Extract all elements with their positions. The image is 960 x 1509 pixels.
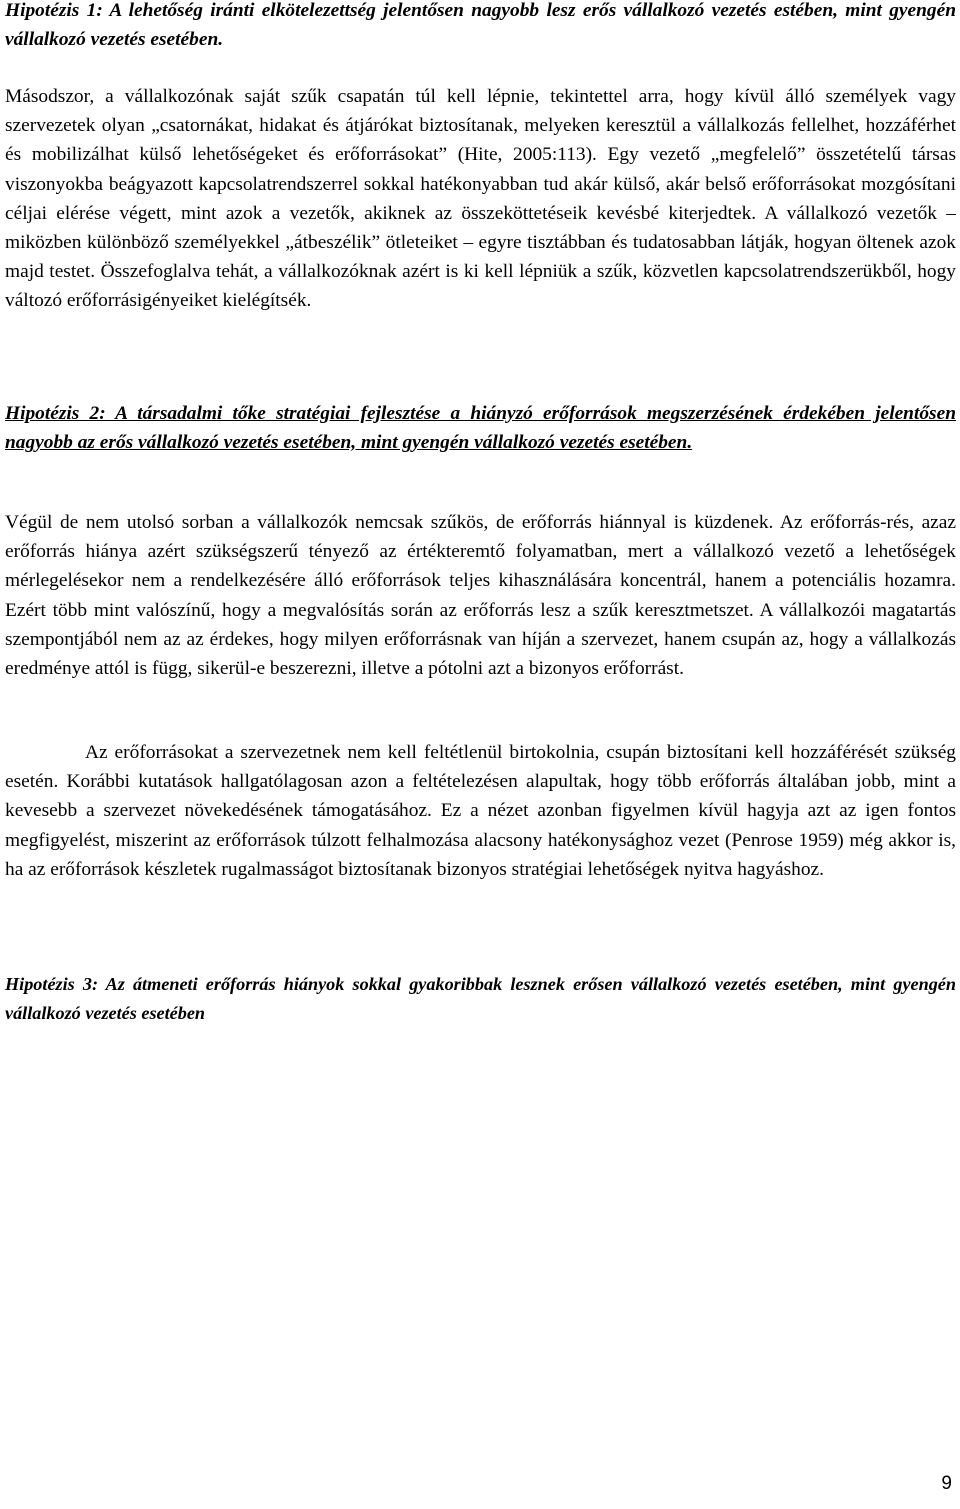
hypothesis-3: Hipotézis 3: Az átmeneti erőforrás hiányok sokkal gyakoribbak lesznek erősen vállalkozó vezetés esetében, mint gyengén vállalkozó vezetés esetében <box>5 974 956 1024</box>
hypothesis-1: Hipotézis 1: A lehetőség iránti elkötelezettség jelentősen nagyobb lesz erős vállalkozó vezetés estében, mint gyengén vállalkozó vezetés esetében. <box>5 0 956 51</box>
paragraph-resource-access: Az erőforrásokat a szervezetnek nem kell feltétlenül birtokolnia, csupán biztosítani kell hozzáférését szükség esetén. Korábbi kutatások hallgatólagosan azon a feltételezésen alapultak, hogy több erőforrás általában jobb, mint a kevesebb a szervezet növekedésének támogatásához. Ez a nézet azonban figyelmen kívül hagyja azt az igen fontos megfigyelést, miszerint az erőforrások túlzott felhalmozása alacsony hatékonysághoz vezet (Penrose 1959) még akkor is, ha az erőforrások készletek rugalmasságot biztosítanak bizonyos stratégiai lehetőségek nyitva hagyáshoz. <box>5 742 956 880</box>
hypothesis-2: Hipotézis 2: A társadalmi tőke stratégiai fejlesztése a hiányzó erőforrások megszerzésének érdekében jelentősen nagyobb az erős vállalkozó vezetés esetében, mint gyengén vállalkozó vezetés esetében. <box>5 403 956 454</box>
paragraph-resource-gap: Végül de nem utolsó sorban a vállalkozók nemcsak szűkös, de erőforrás hiánnyal is küzdenek. Az erőforrás-rés, azaz erőforrás hiánya azért szükségszerű tényező az értékteremtő folyamatban, mert a vállalkozó vezető a lehetőségek mérlegelésekor nem a rendelkezésére álló erőforrások teljes kihasználására koncentrál, hanem a potenciális hozamra. Ezért több mint valószínű, hogy a megvalósítás során az erőforrás lesz a szűk keresztmetszet. A vállalkozói magatartás szempontjából nem az az érdekes, hogy milyen erőforrásnak van híján a szervezet, hanem csupán az, hogy a vállalkozás eredménye attól is függ, sikerül-e beszerezni, illetve a pótolni azt a bizonyos erőforrást. <box>5 512 956 680</box>
paragraph-networks: Másodszor, a vállalkozónak saját szűk csapatán túl kell lépnie, tekintettel arra, hogy kívül álló személyek vagy szervezetek olyan „csatornákat, hidakat és átjárókat biztosítanak, melyeken keresztül a vállalkozás fellelhet, hozzáférhet és mobilizálhat külső lehetőségeket és erőforrásokat” (Hite, 2005:113). Egy vezető „megfelelő” összetételű társas viszonyokba beágyazott kapcsolatrendszerrel sokkal hatékonyabban tud akár külső, akár belső erőforrásokat mozgósítani céljai elérése végett, mint azok a vezetők, akiknek az összeköttetéseik kevésbé kiterjedtek. A vállalkozó vezetők – miközben különböző személyekkel „átbeszélik” ötleteiket – egyre tisztábban és tudatosabban látják, hogyan öltenek azok majd testet. Összefoglalva tehát, a vállalkozóknak azért is ki kell lépniük a szűk, közvetlen kapcsolatrendszerükből, hogy változó erőforrásigényeiket kielégítsék. <box>5 86 956 312</box>
page-number: 9 <box>941 1473 952 1494</box>
